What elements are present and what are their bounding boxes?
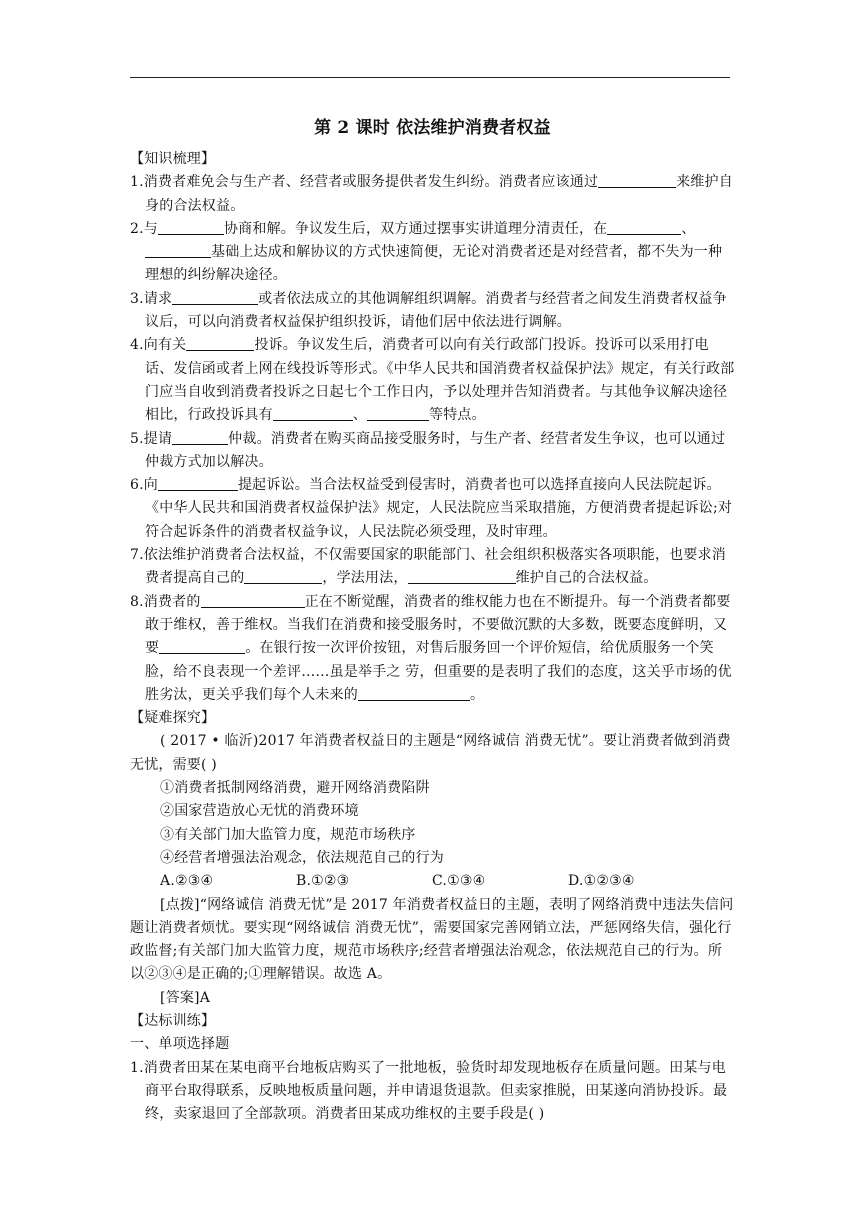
option-c[interactable]: C.①③④ xyxy=(432,873,486,890)
fill-blank[interactable] xyxy=(159,638,245,654)
fill-blank[interactable] xyxy=(367,405,429,421)
section-single-choice: 一、单项选择题 xyxy=(130,1036,230,1053)
statement-3: ③有关部门加大监管力度，规范市场秩序 xyxy=(160,826,416,843)
fill-blank[interactable] xyxy=(172,289,258,305)
option-b[interactable]: B.①②③ xyxy=(296,873,350,890)
fill-blank[interactable] xyxy=(158,475,238,491)
fill-blank[interactable] xyxy=(607,219,681,235)
option-d[interactable]: D.①②③④ xyxy=(568,873,635,890)
answer-options xyxy=(130,870,735,893)
knowledge-item-4: 4.向有关 投诉。争议发生后，消费者可以向有关行政部门投诉。投诉可以采用打电话、发信函或者上网在线投诉等形式。《中华人民共和国消费者权益保护法》规定，有关行政部门应当自收到消费者投诉之日起七个工作日内，予以处理并告知消费者。与其他争议解决途径相比，行政投诉具有 、 等特点。 xyxy=(130,337,735,424)
document-body xyxy=(130,112,735,1126)
answer-text: [答案]A xyxy=(160,989,211,1006)
fill-blank[interactable] xyxy=(158,219,224,235)
header-rule xyxy=(130,77,730,78)
page-title: 第 2 课时 依法维护消费者权益 xyxy=(314,118,551,138)
knowledge-item-7: 7.依法维护消费者合法权益，不仅需要国家的职能部门、社会组织积极落实各项职能，也要求消费者提高自己的 ，学法用法， 维护自己的合法权益。 xyxy=(130,547,726,587)
knowledge-item-6: 6.向 提起诉讼。当合法权益受到侵害时，消费者也可以选择直接向人民法院起诉。《中华人民共和国消费者权益保护法》规定，人民法院应当采取措施，方便消费者提起诉讼;对符合起诉条件的消费者权益争议，人民法院必须受理，及时审理。 xyxy=(130,477,733,540)
fill-blank[interactable] xyxy=(201,592,305,608)
section-difficult: 【疑难探究】 xyxy=(130,710,216,727)
knowledge-item-2: 2.与 协商和解。争议发生后，双方通过摆事实讲道理分清责任，在 、基础上达成和解协议的方式快速简便，无论对消费者还是对经营者，都不失为一种理想的纠纷解决途径。 xyxy=(130,220,723,284)
section-knowledge: 【知识梳理】 xyxy=(130,151,216,167)
knowledge-item-5: 5.提请 仲裁。消费者在购买商品接受服务时，与生产者、经营者发生争议，也可以通过仲裁方式加以解决。 xyxy=(130,430,726,470)
knowledge-item-3: 3.请求 或者依法成立的其他调解组织调解。消费者与经营者之间发生消费者权益争议后，可以向消费者权益保护组织投诉，请他们居中依法进行调解。 xyxy=(130,290,727,331)
statement-2: ②国家营造放心无忧的消费环境 xyxy=(160,803,359,820)
fill-blank[interactable] xyxy=(186,335,254,351)
fill-blank[interactable] xyxy=(408,568,516,584)
knowledge-item-1: 1.消费者难免会与生产者、经营者或服务提供者发生纠纷。消费者应该通过 来维护自身的合法权益。 xyxy=(130,174,733,214)
training-question-1: 1.消费者田某在某电商平台地板店购买了一批地板，验货时却发现地板存在质量问题。田某与电商平台取得联系，反映地板质量问题，并申请退货退款。但卖家推脱，田某遂向消协投诉。最终，卖家退回了全部款项。消费者田某成功维权的主要手段是( ) xyxy=(130,1059,728,1123)
question-stem: ( 2017 • 临沂)2017 年消费者权益日的主题是“网络诚信 消费无忧”。要让消费者做到消费无忧，需要( ) xyxy=(130,733,731,773)
knowledge-item-8: 8.消费者的 正在不断觉醒，消费者的维权能力也在不断提升。每一个消费者都要敢于维权，善于维权。当我们在消费和接受服务时，不要做沉默的大多数，既要态度鲜明，又要 。在银行按一次评价按钮，对售后服务回一个评价短信，给优质服务一个笑脸，给不良表现一个差评……虽是举手之 劳，但重要的是表明了我们的态度，这关乎市场的优胜劣汰，更关乎我们每个人未来的 。 xyxy=(130,593,732,703)
section-training: 【达标训练】 xyxy=(130,1012,216,1029)
analysis-text: [点拨]“网络诚信 消费无忧”是 2017 年消费者权益日的主题，表明了网络消费中违法失信问题让消费者烦忧。要实现“网络诚信 消费无忧”，需要国家完善网销立法，严惩网络失信，强化行政监督;有关部门加大监管力度，规范市场秩序;经营者增强法治观念，依法规范自己的行为。所以②③④是正确的;①理解错误。故选 A。 xyxy=(130,896,734,983)
fill-blank[interactable] xyxy=(244,568,322,584)
fill-blank[interactable] xyxy=(598,172,676,188)
fill-blank[interactable] xyxy=(172,429,228,445)
fill-blank[interactable] xyxy=(358,685,470,701)
statement-1: ①消费者抵制网络消费，避开网络消费陷阱 xyxy=(160,780,430,797)
option-a[interactable]: A.②③④ xyxy=(160,873,214,890)
fill-blank[interactable] xyxy=(145,242,211,258)
fill-blank[interactable] xyxy=(273,405,353,421)
statement-4: ④经营者增强法治观念，依法规范自己的行为 xyxy=(160,849,444,866)
